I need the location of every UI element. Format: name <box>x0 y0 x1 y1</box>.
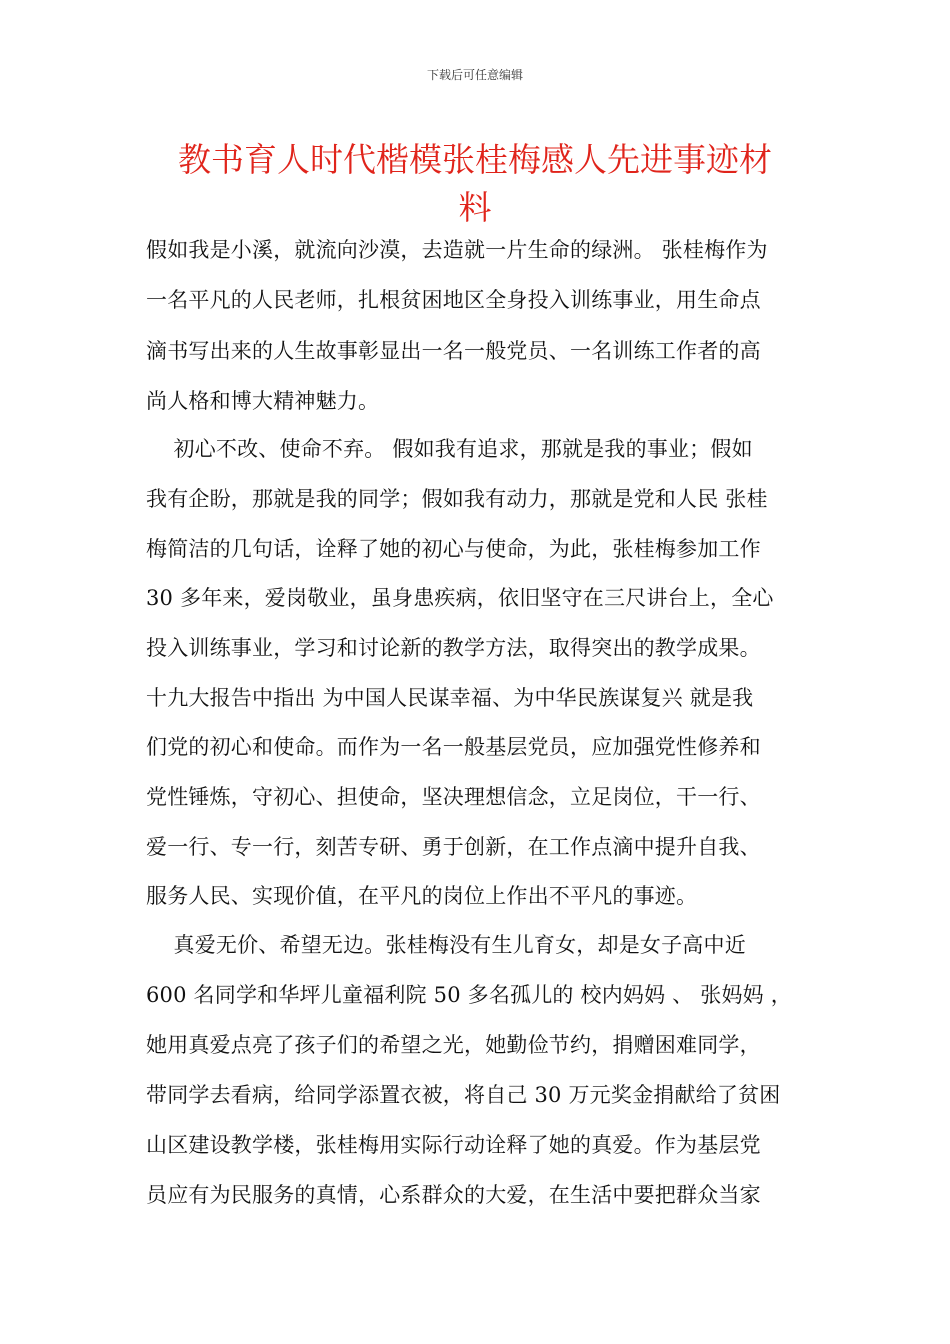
body-line: 滴书写出来的人生故事彰显出一名一般党员、一名训练工作者的高 <box>146 339 761 363</box>
body-line: 带同学去看病，给同学添置衣被，将自己 30 万元奖金捐献给了贫困 <box>146 1083 781 1107</box>
body-line: 党性锤炼，守初心、担使命，坚决理想信念，立足岗位，干一行、 <box>146 785 761 809</box>
body-line: 初心不改、使命不弃。 假如我有追求，那就是我的事业；假如 <box>146 437 753 461</box>
body-line: 我有企盼，那就是我的同学；假如我有动力，那就是党和人民 张桂 <box>146 487 768 511</box>
body-line: 梅简洁的几句话，诠释了她的初心与使命，为此，张桂梅参加工作 <box>146 537 761 561</box>
document-title-line-1: 教书育人时代楷模张桂梅感人先进事迹材 <box>178 140 772 179</box>
body-line: 服务人民、实现价值，在平凡的岗位上作出不平凡的事迹。 <box>146 884 698 908</box>
body-line: 600 名同学和华坪儿童福利院 50 多名孤儿的 校内妈妈 、 张妈妈 ， <box>146 983 792 1007</box>
body-line: 投入训练事业，学习和讨论新的教学方法，取得突出的教学成果。 <box>146 636 761 660</box>
body-line: 一名平凡的人民老师，扎根贫困地区全身投入训练事业，用生命点 <box>146 288 761 312</box>
header-note: 下载后可任意编辑 <box>426 68 523 82</box>
body-line: 尚人格和博大精神魅力。 <box>146 389 380 413</box>
body-line: 30 多年来，爱岗敬业，虽身患疾病，依旧坚守在三尺讲台上，全心 <box>146 586 774 610</box>
body-line: 真爱无价、希望无边。张桂梅没有生儿育女，却是女子高中近 <box>146 933 746 957</box>
document-title-line-2: 料 <box>458 188 492 227</box>
body-line: 们党的初心和使命。而作为一名一般基层党员，应加强党性修养和 <box>146 735 761 759</box>
body-line: 爱一行、专一行，刻苦专研、勇于创新，在工作点滴中提升自我、 <box>146 835 761 859</box>
body-line: 她用真爱点亮了孩子们的希望之光，她勤俭节约，捐赠困难同学， <box>146 1033 761 1057</box>
body-line: 假如我是小溪，就流向沙漠，去造就一片生命的绿洲。 张桂梅作为 <box>146 238 768 262</box>
body-line: 员应有为民服务的真情，心系群众的大爱，在生活中要把群众当家 <box>146 1183 761 1207</box>
body-line: 十九大报告中指出 为中国人民谋幸福、为中华民族谋复兴 就是我 <box>146 686 754 710</box>
body-line: 山区建设教学楼，张桂梅用实际行动诠释了她的真爱。作为基层党 <box>146 1133 761 1157</box>
